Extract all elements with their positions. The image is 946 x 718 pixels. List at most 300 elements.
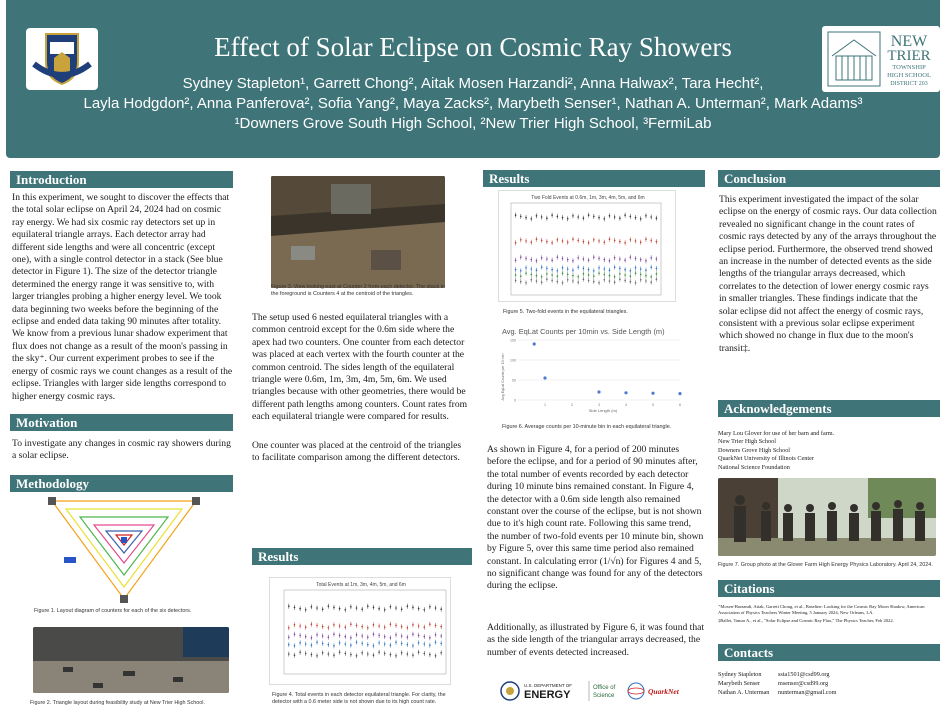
data-point xyxy=(536,215,538,217)
data-point xyxy=(593,281,595,283)
data-point xyxy=(567,274,569,276)
data-point xyxy=(373,624,375,626)
data-point xyxy=(541,281,543,283)
data-point xyxy=(440,608,442,610)
data-point xyxy=(624,274,626,276)
data-point xyxy=(322,652,324,654)
data-point xyxy=(609,280,611,282)
data-point xyxy=(603,218,605,220)
data-point xyxy=(577,240,579,242)
data-point xyxy=(390,637,392,639)
data-point xyxy=(630,239,632,241)
authors-line-2: Layla Hodgdon², Anna Panferova², Sofia Yang², Maya Zacks², Marybeth Senser¹, Nathan A. Unterman², Mark Adams³ xyxy=(83,95,863,112)
authors-line-1: Sydney Stapleton¹, Garrett Chong², Aitak Mosen Harzandi², Anna Halwax², Tara Hecht², xyxy=(182,75,764,92)
data-point xyxy=(515,242,517,244)
data-point xyxy=(583,217,585,219)
results-paragraph-2: Additionally, as illustrated by Figure 6, it was found that as the side length of the triangular arrays decreased, the number of events detected increased. xyxy=(487,622,705,658)
data-point xyxy=(640,218,642,220)
contact-email[interactable]: msenser@csd99.org xyxy=(778,680,829,687)
data-point xyxy=(288,605,290,607)
data-point xyxy=(401,635,403,637)
data-point xyxy=(546,258,548,260)
data-point xyxy=(390,623,392,625)
data-point xyxy=(572,269,574,271)
data-point xyxy=(562,282,564,284)
figure-4-chart xyxy=(269,577,451,685)
data-point xyxy=(356,634,358,636)
data-point xyxy=(316,641,318,643)
data-point xyxy=(598,272,600,274)
fig6-ytick: 50 xyxy=(512,378,516,383)
data-point xyxy=(367,605,369,607)
data-point xyxy=(288,644,290,646)
data-point xyxy=(583,278,585,280)
data-point xyxy=(407,605,409,607)
data-point xyxy=(562,217,564,219)
data-point xyxy=(624,242,626,244)
data-point xyxy=(435,607,437,609)
data-point xyxy=(650,240,652,242)
setup-paragraph-2: One counter was placed at the centroid of the triangles to facilitate comparison among the different detectors. xyxy=(252,440,462,464)
contact-name: Marybeth Senser xyxy=(718,680,761,687)
data-point xyxy=(650,276,652,278)
figure-4-title: Total Events at 1m, 3m, 4m, 5m, and 6m xyxy=(316,582,406,588)
logo-text-new: NEW xyxy=(890,33,928,50)
data-point xyxy=(344,626,346,628)
data-point xyxy=(645,215,647,217)
office-of-text: Office of xyxy=(593,685,616,691)
data-point xyxy=(603,259,605,261)
data-point xyxy=(520,239,522,241)
data-point xyxy=(515,274,517,276)
data-point xyxy=(598,258,600,260)
data-point xyxy=(305,653,307,655)
data-point xyxy=(525,282,527,284)
data-point xyxy=(435,634,437,636)
data-point xyxy=(401,626,403,628)
data-point xyxy=(630,256,632,258)
data-point xyxy=(536,238,538,240)
data-point xyxy=(339,635,341,637)
data-point xyxy=(614,240,616,242)
data-point xyxy=(299,625,301,627)
data-point xyxy=(378,651,380,653)
data-point xyxy=(583,273,585,275)
data-point xyxy=(562,272,564,274)
contact-name: Sydney Stapleton xyxy=(718,671,762,678)
data-point xyxy=(536,275,538,277)
data-point xyxy=(328,627,330,629)
data-point xyxy=(567,241,569,243)
data-point xyxy=(572,215,574,217)
data-point xyxy=(339,651,341,653)
data-point xyxy=(412,607,414,609)
figure-5-title: Two Fold Events at 0.6m, 1m, 3m, 4m, 5m, and 6m xyxy=(531,195,645,201)
acknowledgements-heading: Acknowledgements xyxy=(718,400,940,417)
data-point xyxy=(322,635,324,637)
contacts-heading: Contacts xyxy=(718,644,940,661)
contacts-table xyxy=(718,670,938,697)
data-point xyxy=(567,268,569,270)
data-point xyxy=(546,278,548,280)
data-point xyxy=(344,609,346,611)
data-point xyxy=(635,240,637,242)
data-point xyxy=(598,217,600,219)
data-point xyxy=(367,636,369,638)
data-point xyxy=(546,241,548,243)
data-point xyxy=(525,258,527,260)
figure-6-title: Avg. EqLat Counts per 10min vs. Side Length (m) xyxy=(502,327,665,336)
data-point xyxy=(635,217,637,219)
ack-line: National Science Foundation xyxy=(718,463,790,471)
data-point xyxy=(390,644,392,646)
data-point xyxy=(350,637,352,639)
figure-5-caption: Figure 5. Two-fold events in the equilateral triangles. xyxy=(503,309,628,315)
data-point xyxy=(401,608,403,610)
data-point xyxy=(635,282,637,284)
data-point xyxy=(577,281,579,283)
data-point xyxy=(645,280,647,282)
data-point xyxy=(572,238,574,240)
data-point xyxy=(640,268,642,270)
data-point xyxy=(609,215,611,217)
contact-name: Nathan A. Unterman xyxy=(718,689,770,696)
data-point xyxy=(316,634,318,636)
data-point xyxy=(630,216,632,218)
contact-row xyxy=(718,670,938,679)
data-point xyxy=(645,269,647,271)
doe-small-text: U.S. DEPARTMENT OF xyxy=(524,683,573,688)
figure-6-caption: Figure 6. Average counts per 10-minute bin in each equilateral triangle. xyxy=(502,424,672,430)
data-point xyxy=(536,280,538,282)
data-point xyxy=(294,654,296,656)
conclusion-heading: Conclusion xyxy=(718,170,940,187)
data-point xyxy=(525,240,527,242)
data-point xyxy=(378,635,380,637)
doe-energy-text: ENERGY xyxy=(524,689,571,701)
data-point xyxy=(619,273,621,275)
data-point xyxy=(520,281,522,283)
data-point xyxy=(603,274,605,276)
fig6-xtick: 4 xyxy=(625,403,627,407)
data-point xyxy=(418,635,420,637)
data-point xyxy=(384,626,386,628)
figure-6-grid xyxy=(510,339,681,408)
data-point xyxy=(577,266,579,268)
fig6-point xyxy=(543,376,546,379)
fig6-xtick: 1 xyxy=(544,403,546,407)
fig6-xtick: 3 xyxy=(598,403,600,407)
data-point xyxy=(562,267,564,269)
data-point xyxy=(344,643,346,645)
data-point xyxy=(546,268,548,270)
data-point xyxy=(429,654,431,656)
data-point xyxy=(624,269,626,271)
data-point xyxy=(530,259,532,261)
figure-5-chart xyxy=(498,190,676,302)
data-point xyxy=(440,626,442,628)
data-point xyxy=(650,257,652,259)
data-point xyxy=(645,275,647,277)
data-point xyxy=(328,653,330,655)
fig6-point xyxy=(597,390,600,393)
data-point xyxy=(384,643,386,645)
figure-6-xlabel: Side Length (m) xyxy=(588,408,618,413)
data-point xyxy=(361,626,363,628)
data-point xyxy=(624,259,626,261)
data-point xyxy=(577,216,579,218)
data-point xyxy=(361,652,363,654)
figure-3-caption: Figure 3. View looking east at Counter 2 from each detector. The stack in the foreground is Counters 4 at the centroid of the triangles. xyxy=(271,284,445,297)
data-point xyxy=(361,643,363,645)
data-point xyxy=(567,218,569,220)
data-point xyxy=(333,654,335,656)
introduction-text: In this experiment, we sought to discover the effects that the total solar eclipse on April 24, 2024 had on cosmic ray energy. We had six cosmic ray detectors set up in equilateral triangle arrays. Each detector array had different side lengths and were all concentric (except one), with a single control detector in a stack (See blue detector in Figure 1). The size of the detector triangle determined the energy range it was sensitive to, with larger triangles probing a higher energy level. We took data beginning two weeks before the beginning of the eclipse and ended data taking 90 minutes after totality. We know from a previous lunar shadow experiment that flux does not change as a result of the moon's passing in the sky⁺. Our current experiment probes to see if the energy of cosmic rays we count changes as a result of the eclipse. Triangles with larger side lengths correspond to higher energy cosmic rays. xyxy=(12,192,233,402)
data-point xyxy=(311,606,313,608)
data-point xyxy=(311,654,313,656)
data-point xyxy=(557,270,559,272)
figure-6-points xyxy=(533,342,682,395)
data-point xyxy=(530,279,532,281)
logo-text-district: DISTRICT 203 xyxy=(890,81,928,87)
data-point xyxy=(407,636,409,638)
data-point xyxy=(288,627,290,629)
data-point xyxy=(588,242,590,244)
data-point xyxy=(609,260,611,262)
fig6-ytick: 150 xyxy=(510,338,516,343)
data-point xyxy=(390,606,392,608)
data-point xyxy=(515,269,517,271)
data-point xyxy=(603,268,605,270)
fig6-point xyxy=(678,392,681,395)
data-point xyxy=(299,608,301,610)
data-point xyxy=(562,258,564,260)
data-point xyxy=(536,260,538,262)
fig6-xtick: 6 xyxy=(679,403,681,407)
introduction-heading: Introduction xyxy=(10,171,233,188)
data-point xyxy=(305,643,307,645)
data-point xyxy=(423,653,425,655)
data-point xyxy=(577,257,579,259)
data-point xyxy=(551,269,553,271)
data-point xyxy=(373,633,375,635)
data-point xyxy=(541,257,543,259)
methodology-heading: Methodology xyxy=(10,475,233,492)
data-point xyxy=(361,608,363,610)
data-point xyxy=(593,270,595,272)
data-point xyxy=(418,651,420,653)
data-point xyxy=(588,280,590,282)
data-point xyxy=(423,636,425,638)
data-point xyxy=(619,217,621,219)
data-point xyxy=(572,260,574,262)
data-point xyxy=(384,609,386,611)
data-point xyxy=(515,214,517,216)
data-point xyxy=(609,275,611,277)
data-point xyxy=(525,272,527,274)
affiliations: ¹Downers Grove South High School, ²New Trier High School, ³FermiLab xyxy=(234,115,712,132)
data-point xyxy=(294,607,296,609)
fig6-point xyxy=(624,391,627,394)
data-point xyxy=(515,259,517,261)
footer-logos xyxy=(496,676,706,706)
data-point xyxy=(435,655,437,657)
data-point xyxy=(635,258,637,260)
data-point xyxy=(546,217,548,219)
figure-5-series xyxy=(515,213,657,286)
data-point xyxy=(311,637,313,639)
data-point xyxy=(339,608,341,610)
data-point xyxy=(525,217,527,219)
data-point xyxy=(609,238,611,240)
data-point xyxy=(322,608,324,610)
data-point xyxy=(339,642,341,644)
data-point xyxy=(557,239,559,241)
data-point xyxy=(356,655,358,657)
data-point xyxy=(401,643,403,645)
citation-1: ⁺Mosen-Harzandi, Aitak, Garrett Chong, et al., Baseline: Looking for the Cosmic Ray Moon Shadow, American Association of Physics Teachers Winter Meeting, 5 January 2024, New Orleans, LA. xyxy=(718,604,925,615)
data-point xyxy=(288,636,290,638)
data-point xyxy=(520,275,522,277)
data-point xyxy=(619,278,621,280)
data-point xyxy=(384,636,386,638)
conclusion-text: This experiment investigated the impact of the solar eclipse on the energy of cosmic rays. Our data collection revealed no significant change in the count rates of cosmic rays detected by any of the arrays throughout the eclipse period. Furthermore, the observed trend showed an increase in the number of detected events as the side lengths of the triangular arrays decreased, which correlates to the detection of lower energy cosmic rays in smaller triangles. These findings indicate that the solar eclipse did not affect the energy of cosmic rays, consistent with a previous solar eclipse experiment which showed no change in flux due to the moon's transit‡. xyxy=(719,194,937,354)
data-point xyxy=(440,643,442,645)
data-point xyxy=(423,609,425,611)
data-point xyxy=(614,266,616,268)
contact-email[interactable]: nunterman@gmail.com xyxy=(778,689,837,696)
data-point xyxy=(656,273,658,275)
data-point xyxy=(333,624,335,626)
data-point xyxy=(572,280,574,282)
data-point xyxy=(609,269,611,271)
data-point xyxy=(520,270,522,272)
data-point xyxy=(588,214,590,216)
data-point xyxy=(395,634,397,636)
data-point xyxy=(412,633,414,635)
data-point xyxy=(412,645,414,647)
contact-row xyxy=(718,688,938,697)
data-point xyxy=(530,268,532,270)
data-point xyxy=(656,278,658,280)
poster-title: Effect of Solar Eclipse on Cosmic Ray Showers xyxy=(214,32,732,62)
data-point xyxy=(645,260,647,262)
figure-1-triangle-diagram xyxy=(44,495,204,603)
figure-2-photo xyxy=(33,627,229,693)
data-point xyxy=(412,654,414,656)
figure-7-caption: Figure 7. Group photo at the Glover Farm High Energy Physics Laboratory. April 24, 2024. xyxy=(718,562,933,568)
science-text: Science xyxy=(593,693,615,699)
citation-2: ‡Ballet, Tamar A., et al., "Solar Eclipse and Cosmic Ray Flux," The Physics Teacher, Feb 2022. xyxy=(718,618,894,623)
data-point xyxy=(350,606,352,608)
data-point xyxy=(598,240,600,242)
data-point xyxy=(520,256,522,258)
data-point xyxy=(305,626,307,628)
data-point xyxy=(356,625,358,627)
data-point xyxy=(645,238,647,240)
ack-line: QuarkNet University of Illinois Center xyxy=(718,455,814,463)
data-point xyxy=(373,607,375,609)
data-point xyxy=(541,216,543,218)
data-point xyxy=(316,607,318,609)
data-point xyxy=(603,279,605,281)
author-list xyxy=(26,74,920,134)
figure-4-caption: Figure 4. Total events in each detector equilateral triangle. For clarity, the detector with a 0.6 meter side is not shown due to its high count rate. xyxy=(272,692,446,705)
data-point xyxy=(635,267,637,269)
data-point xyxy=(572,275,574,277)
citations-heading: Citations xyxy=(718,580,940,597)
data-point xyxy=(423,626,425,628)
data-point xyxy=(356,607,358,609)
data-point xyxy=(551,214,553,216)
data-point xyxy=(656,241,658,243)
data-point xyxy=(429,644,431,646)
data-point xyxy=(339,625,341,627)
data-point xyxy=(619,268,621,270)
figure-6-ylabel: Avg EqLat Counts per 10 min xyxy=(501,353,505,401)
data-point xyxy=(316,625,318,627)
data-point xyxy=(333,633,335,635)
data-point xyxy=(367,653,369,655)
poster-header xyxy=(6,0,940,158)
figure-2-caption: Figure 2. Triangle layout during feasibility study at New Trier High School. xyxy=(30,700,205,706)
data-point xyxy=(418,608,420,610)
data-point xyxy=(299,642,301,644)
logo-text-highschool: HIGH SCHOOL xyxy=(887,72,931,79)
data-point xyxy=(593,216,595,218)
data-point xyxy=(407,627,409,629)
data-point xyxy=(650,216,652,218)
data-point xyxy=(423,643,425,645)
contact-email[interactable]: ssta1501@csd99.org xyxy=(778,671,830,678)
data-point xyxy=(294,633,296,635)
data-point xyxy=(588,259,590,261)
figure-3-photo xyxy=(271,176,445,288)
data-point xyxy=(640,279,642,281)
data-point xyxy=(350,644,352,646)
data-point xyxy=(429,623,431,625)
data-point xyxy=(557,216,559,218)
data-point xyxy=(378,625,380,627)
fig6-xtick: 2 xyxy=(571,403,573,407)
motivation-text: To investigate any changes in cosmic ray showers during a solar eclipse. xyxy=(12,438,231,462)
data-point xyxy=(619,241,621,243)
data-point xyxy=(541,266,543,268)
logo-text-township: TOWNSHIP xyxy=(892,64,926,71)
quarknet-atom-icon xyxy=(628,683,644,699)
data-point xyxy=(650,266,652,268)
data-point xyxy=(551,259,553,261)
data-point xyxy=(630,275,632,277)
data-point xyxy=(407,653,409,655)
data-point xyxy=(294,645,296,647)
data-point xyxy=(322,626,324,628)
data-point xyxy=(395,625,397,627)
data-point xyxy=(395,607,397,609)
data-point xyxy=(435,625,437,627)
data-point xyxy=(614,281,616,283)
data-point xyxy=(328,644,330,646)
data-point xyxy=(624,214,626,216)
data-point xyxy=(583,241,585,243)
data-point xyxy=(311,644,313,646)
data-point xyxy=(624,280,626,282)
data-point xyxy=(373,645,375,647)
data-point xyxy=(640,274,642,276)
data-point xyxy=(567,279,569,281)
data-point xyxy=(322,643,324,645)
ack-line: Mary Lou Glover for use of her barn and farm. xyxy=(718,430,835,437)
